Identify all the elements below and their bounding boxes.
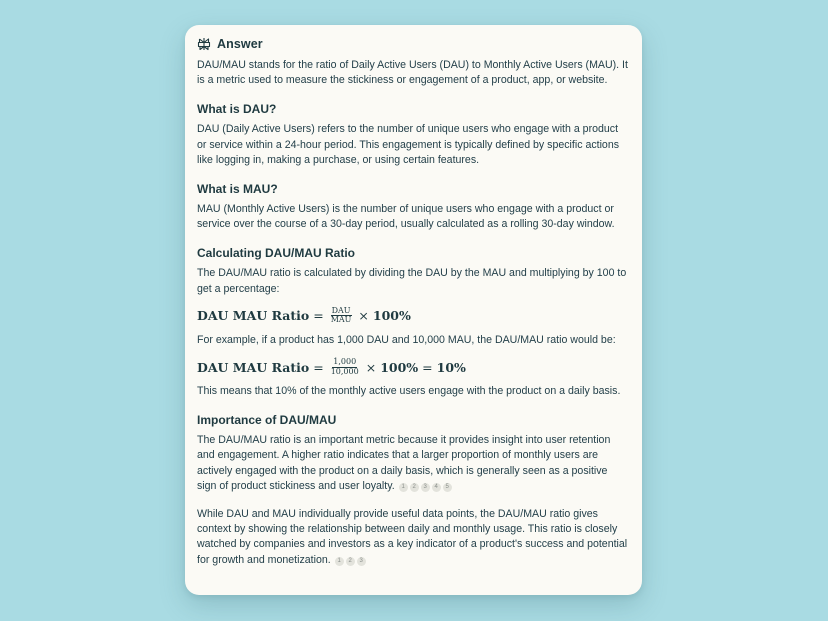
formula-equals: = (422, 359, 433, 375)
fraction-denominator: MAU (330, 315, 352, 325)
formula-equals: = (313, 308, 324, 324)
citation-badge[interactable]: 2 (410, 483, 419, 492)
answer-title: Answer (217, 37, 263, 51)
fraction-denominator: 10,000 (330, 366, 359, 376)
heading-what-is-mau: What is MAU? (197, 182, 278, 197)
citation-group (333, 554, 366, 566)
citation-badge[interactable]: 3 (357, 557, 366, 566)
formula-percent: 100% (380, 359, 419, 375)
dau-paragraph: DAU (Daily Active Users) refers to the number of unique users who engage with a product or service within a 24-hour period. This engagement is typically defined by specific actions like logging in, making a purchase, or using certain features. (197, 123, 620, 166)
answer-header (197, 36, 629, 52)
context-text: While DAU and MAU individually provide useful data points, the DAU/MAU ratio gives context by showing the relationship between daily and monthly usage. This ratio is closely watched by companies and investors as a key indicator of a product's success and potential for growth and monetization. (197, 508, 628, 566)
formula-times: × (365, 359, 377, 375)
heading-importance: Importance of DAU/MAU (197, 413, 337, 428)
formula-fraction (330, 358, 360, 376)
perplexity-logo-icon (197, 37, 211, 51)
formula-fraction (330, 307, 353, 325)
formula-percent: 100% (372, 308, 411, 324)
citation-badge[interactable]: 4 (432, 483, 441, 492)
citation-badge[interactable]: 3 (421, 483, 430, 492)
conclusion-paragraph: This means that 10% of the monthly active users engage with the product on a daily basis. (197, 385, 621, 398)
answer-card (185, 25, 642, 595)
fraction-numerator: 1,000 (333, 357, 357, 367)
formula-equals: = (313, 359, 324, 375)
citation-badge[interactable]: 2 (346, 557, 355, 566)
formula-result: 10% (436, 359, 466, 375)
formula-lhs: DAU MAU Ratio (197, 359, 310, 375)
formula-lhs: DAU MAU Ratio (197, 308, 310, 324)
importance-text: The DAU/MAU ratio is an important metric because it provides insight into user retention and engagement. A higher ratio indicates that a larger proportion of monthly users are actively engaged with the product on a daily basis, which is generally seen as a positive sign of product stickiness and user loyalty. (197, 434, 611, 492)
citation-badge[interactable]: 5 (443, 483, 452, 492)
importance-paragraph (197, 433, 629, 494)
citation-badge[interactable]: 1 (399, 483, 408, 492)
mau-paragraph: MAU (Monthly Active Users) is the number of unique users who engage with a product or service over the course of a 30-day period, usually calculated as a rolling 30-day window. (197, 203, 615, 231)
heading-what-is-dau: What is DAU? (197, 102, 277, 117)
calculation-paragraph: The DAU/MAU ratio is calculated by dividing the DAU by the MAU and multiplying by 100 to get a percentage: (197, 267, 627, 295)
citation-badge[interactable]: 1 (335, 557, 344, 566)
context-paragraph (197, 507, 629, 568)
example-paragraph: For example, if a product has 1,000 DAU and 10,000 MAU, the DAU/MAU ratio would be: (197, 333, 616, 346)
formula-example (197, 354, 629, 380)
heading-calculating-ratio: Calculating DAU/MAU Ratio (197, 246, 356, 261)
citation-group (397, 480, 452, 492)
formula-times: × (358, 308, 369, 324)
fraction-numerator: DAU (331, 305, 351, 315)
intro-paragraph: DAU/MAU stands for the ratio of Daily Active Users (DAU) to Monthly Active Users (MAU). It is a metric used to measure the stickiness or engagement of a product, app, or website. (197, 59, 628, 87)
formula-general (197, 303, 629, 329)
